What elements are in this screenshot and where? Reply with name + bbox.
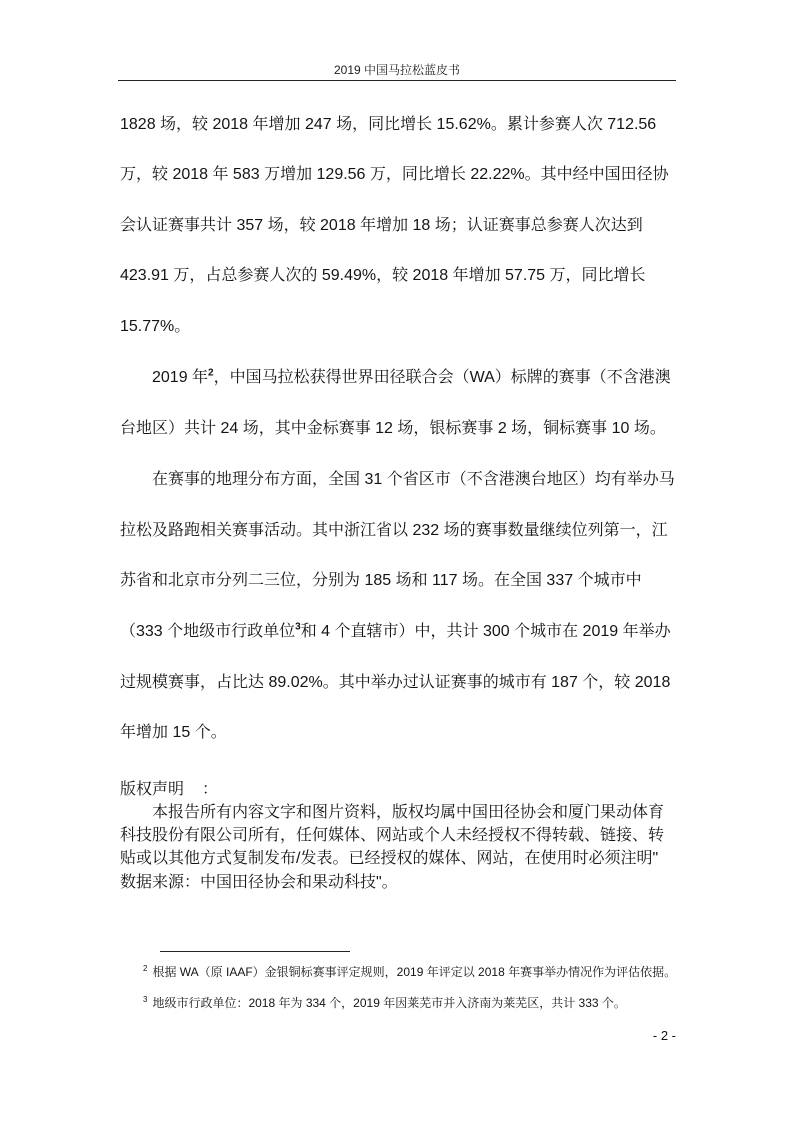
para3-text: （333 个地级市行政单位 [120, 623, 296, 640]
para3-line: 过规模赛事，占比达 89.02%。其中举办过认证赛事的城市有 187 个，较 2018 [120, 674, 671, 691]
para1-line: 会认证赛事共计 357 场，较 2018 年增加 18 场；认证赛事总参赛人次达到 [120, 217, 643, 234]
footnote-text: 根据 WA（原 IAAF）金银铜标赛事评定规则，2019 年评定以 2018 年赛事举办情况作为评估依据。 [152, 965, 676, 979]
copyright-line: 数据来源：中国田径协会和果动科技"。 [120, 874, 398, 891]
para1-line: 1828 场，较 2018 年增加 247 场，同比增长 15.62%。累计参赛人次 712.56 [120, 116, 657, 133]
footnote-separator [160, 951, 350, 952]
para3-line: 在赛事的地理分布方面，全国 31 个省区市（不含港澳台地区）均有举办马 [152, 471, 675, 488]
copyright-line: 科技股份有限公司所有，任何媒体、网站或个人未经授权不得转载、链接、转 [120, 827, 665, 844]
footnote-text: 地级市行政单位：2018 年为 334 个，2019 年因莱芜市并入济南为莱芜区，共计 333 个。 [152, 996, 626, 1010]
para1-line: 万，较 2018 年 583 万增加 129.56 万，同比增长 22.22%。其中经中国田径协 [120, 166, 669, 183]
copyright-heading-colon: ： [202, 781, 219, 798]
footnote-mark: 3 [143, 995, 148, 1004]
para1-line: 423.91 万，占总参赛人次的 59.49%，较 2018 年增加 57.75 万，同比增长 [120, 267, 646, 284]
running-header-title: 2019 中国马拉松蓝皮书 [333, 63, 461, 77]
copyright-line: 本报告所有内容文字和图片资料，版权均属中国田径协会和厦门果动体育 [152, 804, 665, 821]
para2-line: 台地区）共计 24 场，其中金标赛事 12 场，银标赛事 2 场，铜标赛事 10 场。 [120, 420, 666, 437]
copyright-heading [120, 778, 676, 801]
para2-text: 2019 年 [152, 369, 209, 386]
para2-first-line [120, 366, 676, 390]
copyright-heading-text: 版权声明 [120, 781, 185, 798]
page-number: - 2 - [652, 1028, 676, 1043]
para3-line: 年增加 15 个。 [120, 724, 227, 741]
header-rule [118, 80, 676, 81]
footnote-3 [143, 994, 676, 1012]
footnote-ref-2: 2 [208, 367, 214, 379]
footnote-ref-3: 3 [295, 621, 301, 633]
para3-text: 和 4 个直辖市）中，共计 300 个城市在 2019 年举办 [300, 623, 671, 640]
para3-line: 苏省和北京市分列二三位，分别为 185 场和 117 场。在全国 337 个城市中 [120, 572, 642, 589]
para3-line: 拉松及路跑相关赛事活动。其中浙江省以 232 场的赛事数量继续位列第一，江 [120, 522, 668, 539]
para2-text: ，中国马拉松获得世界田径联合会（WA）标牌的赛事（不含港澳 [213, 369, 671, 386]
copyright-line: 贴或以其他方式复制发布/发表。已经授权的媒体、网站，在使用时必须注明" [120, 850, 659, 867]
para3-line-with-footnote [120, 620, 676, 644]
footnote-2 [143, 963, 676, 981]
para1-line: 15.77%。 [120, 318, 191, 335]
footnote-mark: 2 [143, 964, 148, 973]
